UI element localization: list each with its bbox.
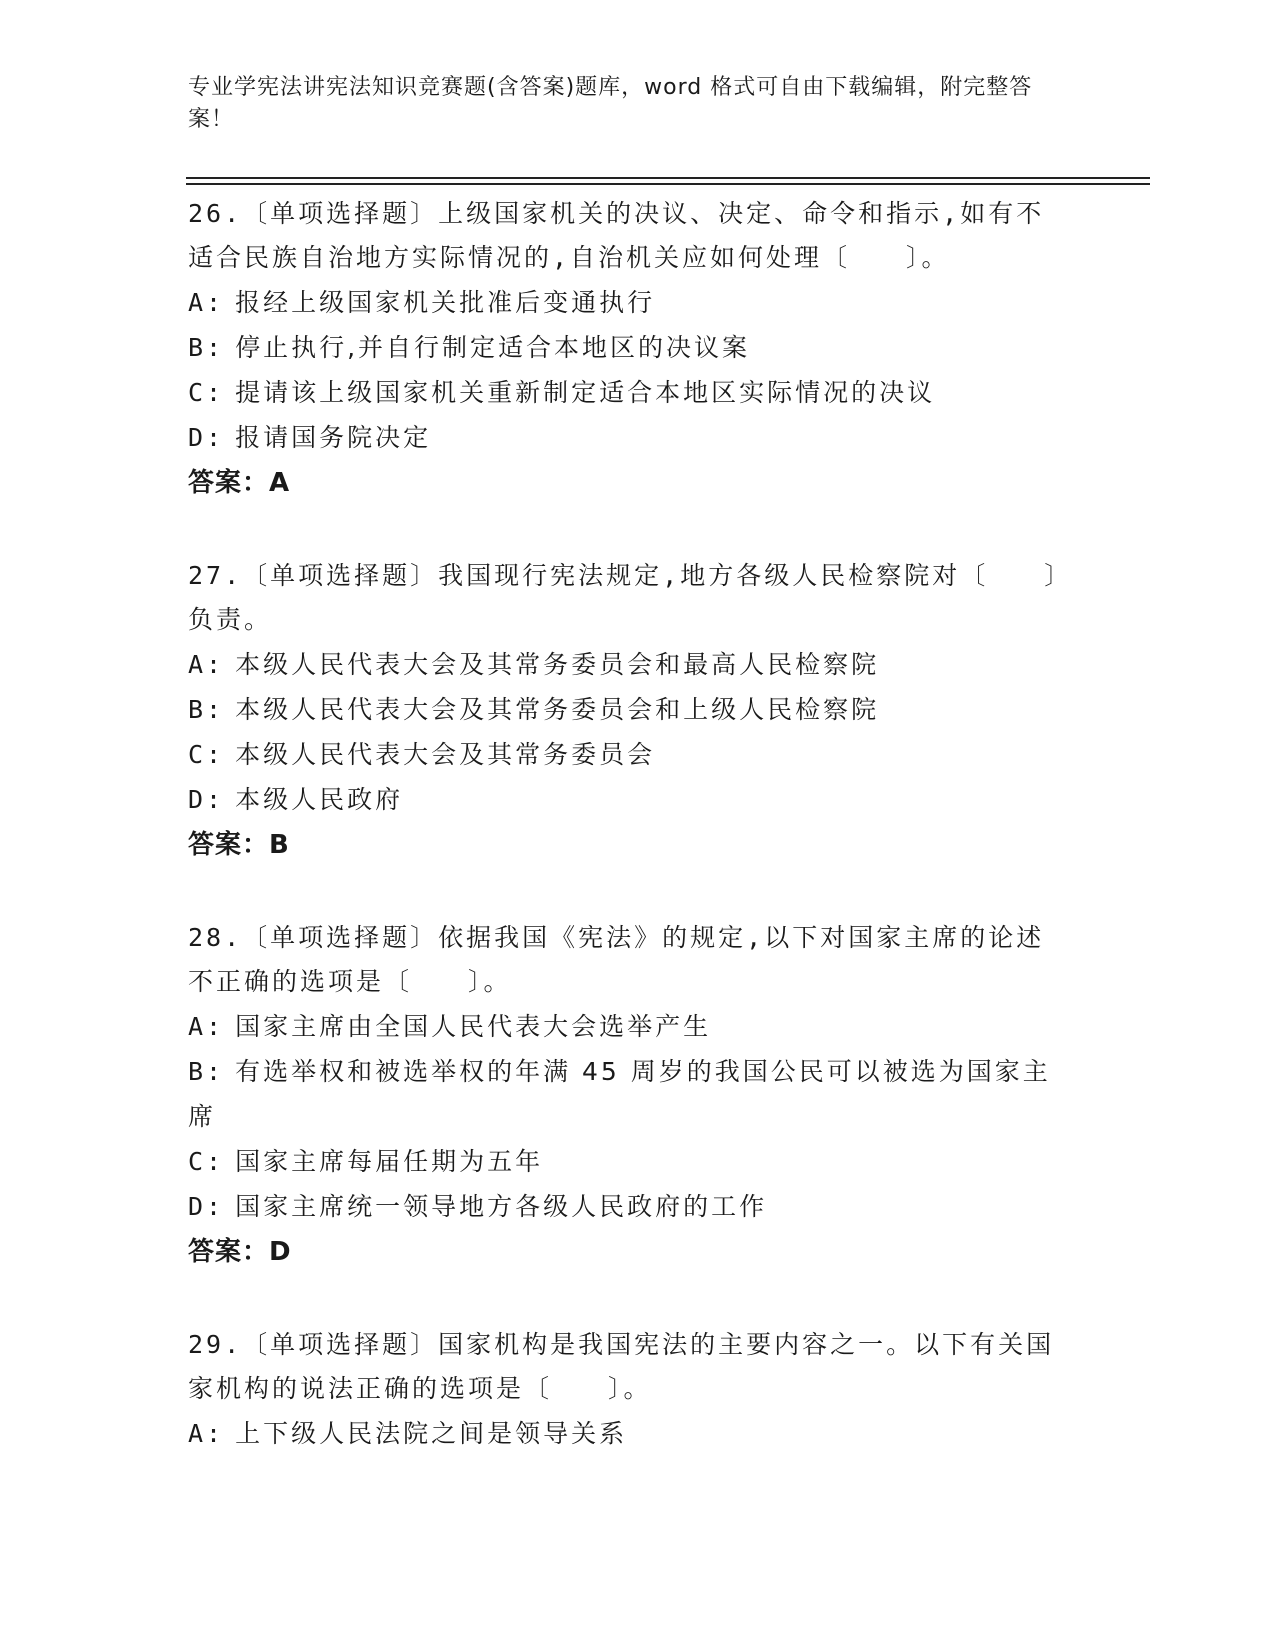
question-stem: 29.〔单项选择题〕国家机构是我国宪法的主要内容之一。以下有关国家机构的说法正确的选项是〔 〕。	[188, 1330, 1055, 1403]
option-text: 停止执行,并自行制定适合本地区的决议案	[235, 333, 751, 362]
option-b	[188, 687, 1068, 732]
option-text: 本级人民代表大会及其常务委员会和上级人民检察院	[235, 695, 880, 724]
option-text: 国家主席由全国人民代表大会选举产生	[235, 1012, 712, 1041]
header-rule-top	[186, 177, 1150, 179]
option-letter: D:	[188, 785, 225, 814]
option-c	[188, 732, 1068, 777]
question-28	[188, 916, 1068, 1275]
option-text: 报请国务院决定	[235, 423, 432, 452]
answer-line: 答案：D	[188, 1237, 292, 1267]
answer-line: 答案：B	[188, 830, 290, 860]
option-b	[188, 325, 1068, 370]
option-a	[188, 280, 1068, 325]
option-text: 上下级人民法院之间是领导关系	[235, 1419, 628, 1448]
option-text: 报经上级国家机关批准后变通执行	[235, 288, 656, 317]
option-a	[188, 642, 1068, 687]
option-text: 国家主席每届任期为五年	[235, 1147, 544, 1176]
option-c	[188, 1139, 1068, 1184]
option-letter: A:	[188, 288, 225, 317]
option-d	[188, 777, 1068, 822]
option-letter: B:	[188, 333, 225, 362]
answer-line: 答案：A	[188, 468, 291, 498]
option-letter: A:	[188, 650, 225, 679]
question-29	[188, 1323, 1068, 1456]
option-text: 本级人民代表大会及其常务委员会和最高人民检察院	[235, 650, 880, 679]
option-text: 国家主席统一领导地方各级人民政府的工作	[235, 1192, 768, 1221]
header-rule-bottom	[186, 183, 1150, 185]
option-letter: A:	[188, 1419, 225, 1448]
option-text: 本级人民政府	[235, 785, 404, 814]
question-stem: 27.〔单项选择题〕我国现行宪法规定,地方各级人民检察院对〔 〕负责。	[188, 561, 1060, 634]
question-stem: 28.〔单项选择题〕依据我国《宪法》的规定,以下对国家主席的论述不正确的选项是〔 〕。	[188, 923, 1045, 996]
option-c	[188, 370, 1068, 415]
option-letter: A:	[188, 1012, 225, 1041]
option-d	[188, 415, 1068, 460]
option-a	[188, 1004, 1068, 1049]
option-b	[188, 1049, 1068, 1139]
question-list	[188, 192, 1068, 1456]
page-header: 专业学宪法讲宪法知识竞赛题(含答案)题库，word 格式可自由下载编辑，附完整答案！	[188, 75, 1033, 132]
option-d	[188, 1184, 1068, 1229]
question-26	[188, 192, 1068, 506]
option-letter: B:	[188, 695, 225, 724]
option-letter: C:	[188, 378, 225, 407]
option-a	[188, 1411, 1068, 1456]
question-27	[188, 554, 1068, 868]
option-text: 有选举权和被选举权的年满 45 周岁的我国公民可以被选为国家主席	[188, 1057, 1051, 1131]
option-letter: B:	[188, 1057, 225, 1086]
option-letter: C:	[188, 1147, 225, 1176]
option-letter: C:	[188, 740, 225, 769]
option-letter: D:	[188, 1192, 225, 1221]
option-text: 本级人民代表大会及其常务委员会	[235, 740, 656, 769]
option-letter: D:	[188, 423, 225, 452]
question-stem: 26.〔单项选择题〕上级国家机关的决议、决定、命令和指示,如有不适合民族自治地方实际情况的,自治机关应如何处理〔 〕。	[188, 199, 1045, 272]
option-text: 提请该上级国家机关重新制定适合本地区实际情况的决议	[235, 378, 936, 407]
